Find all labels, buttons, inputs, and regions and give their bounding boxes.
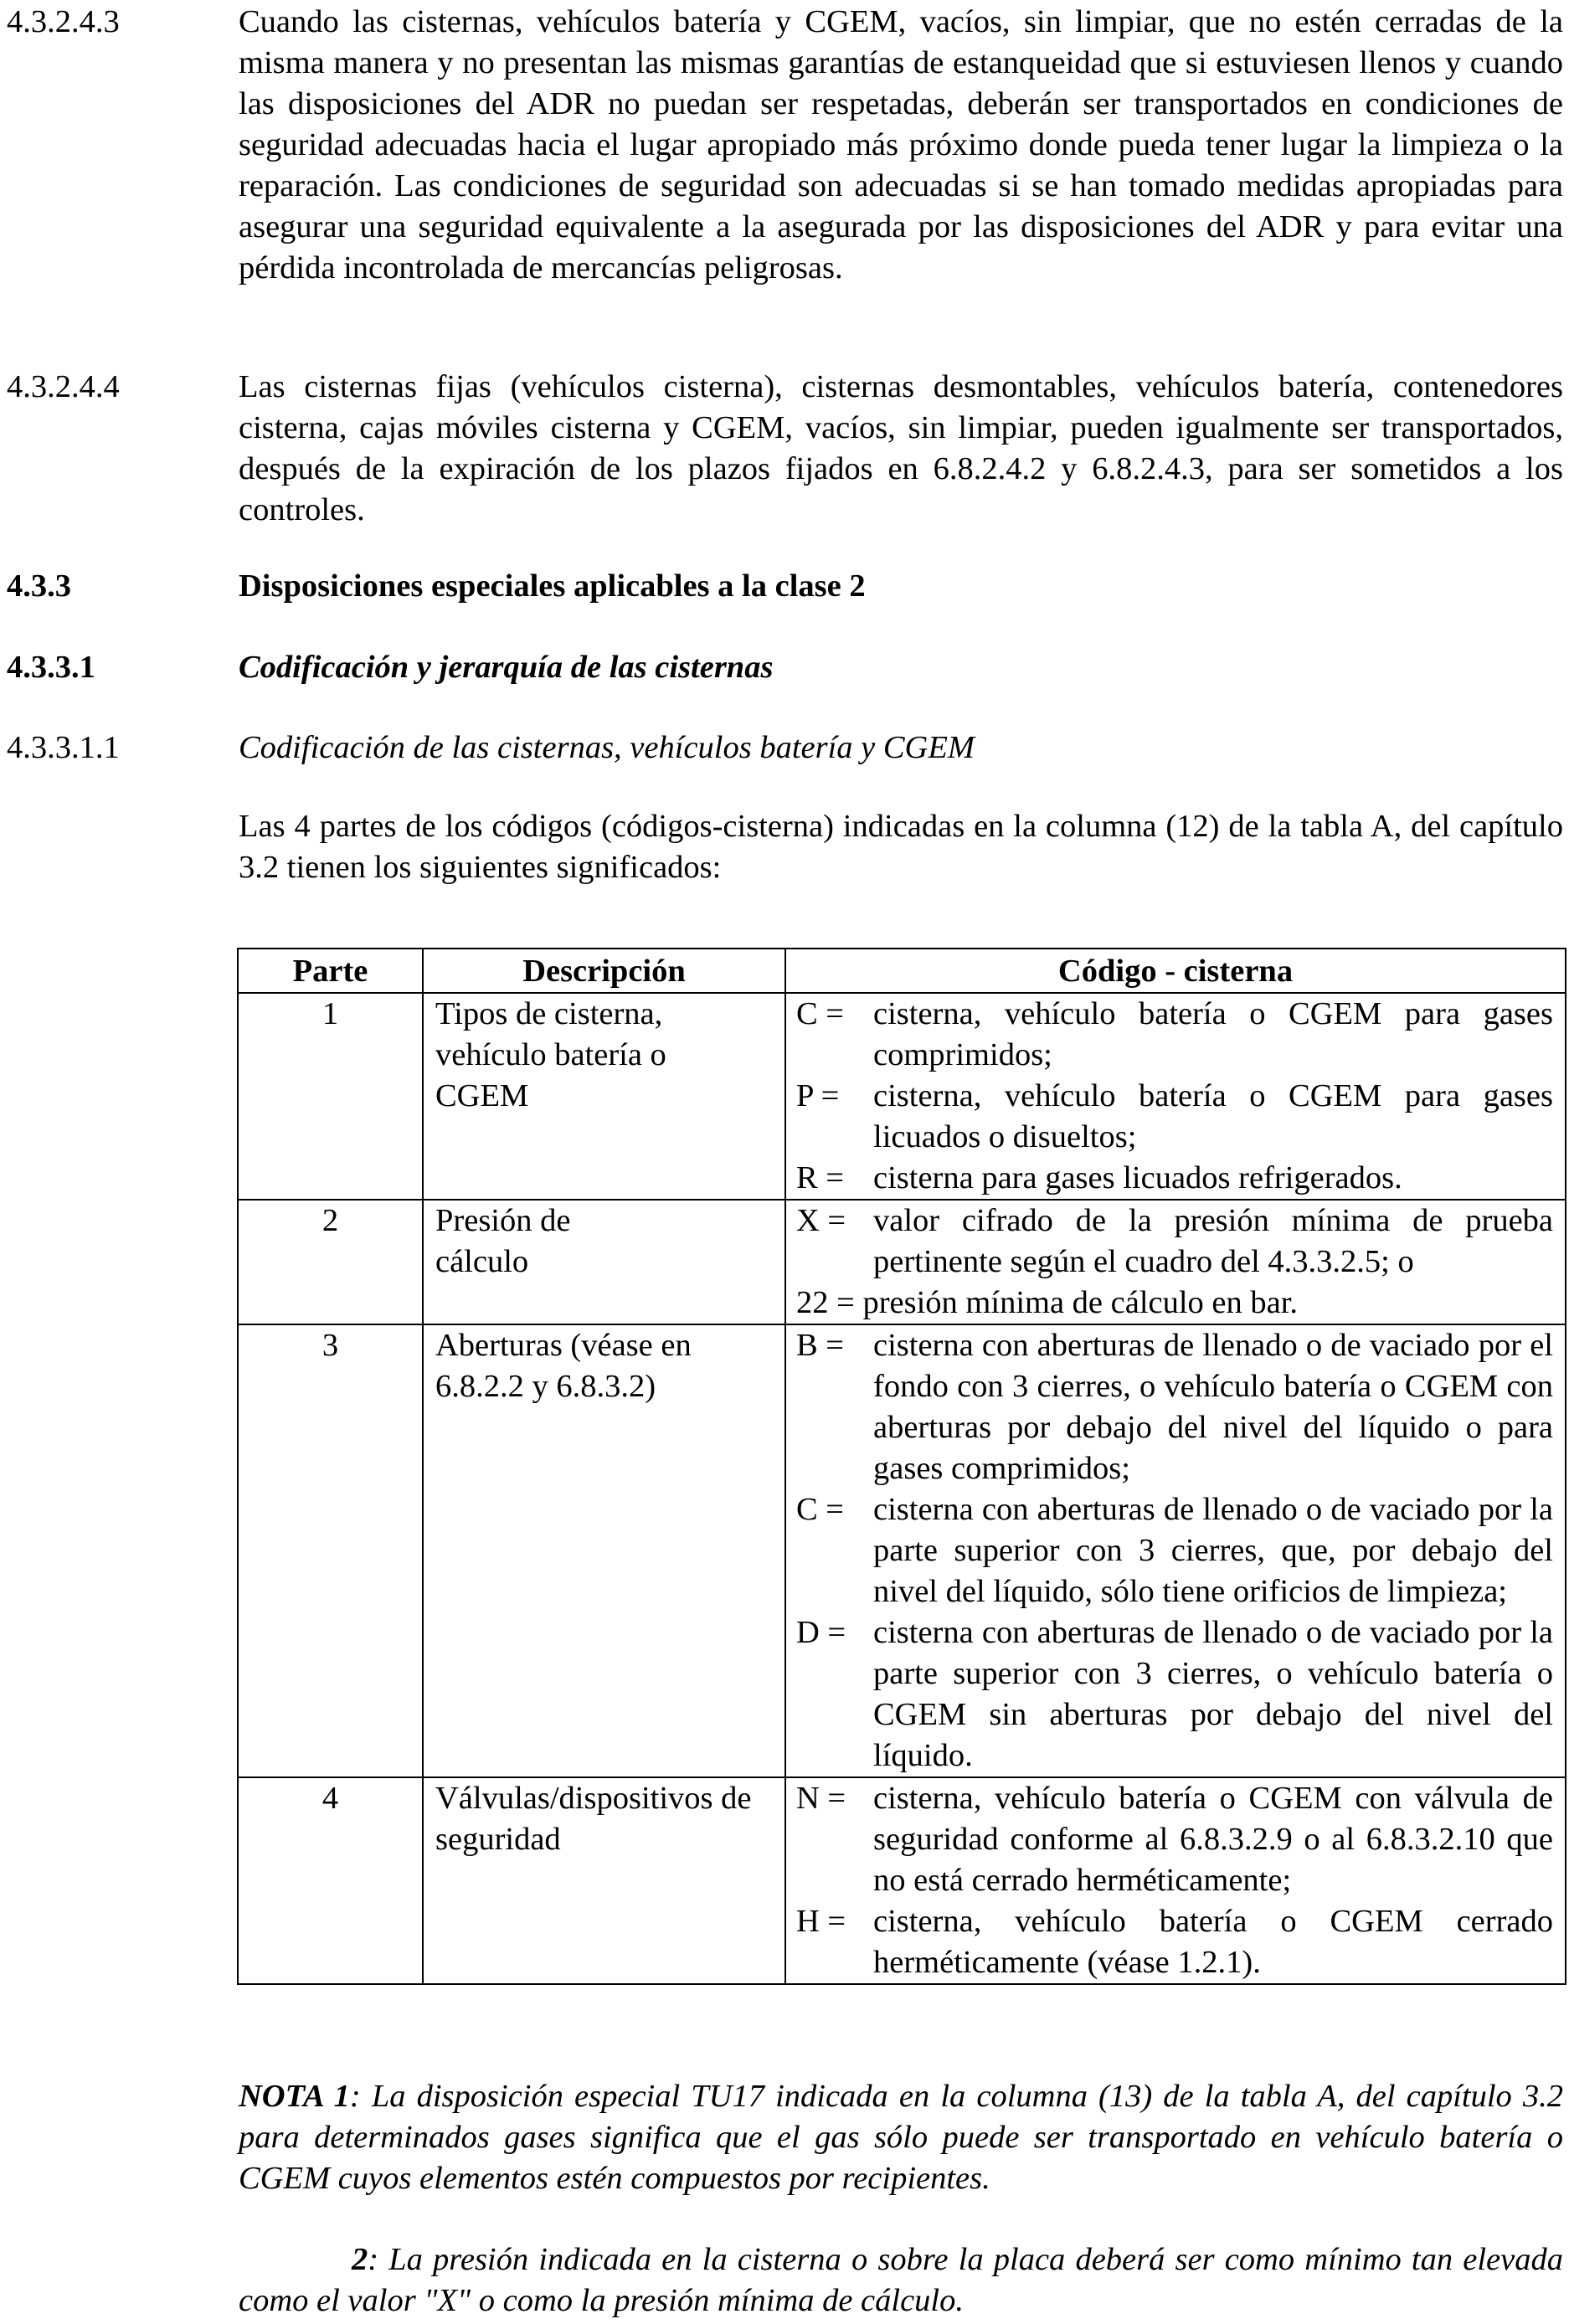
note-1 [239, 2076, 1563, 2199]
header-codigo: Código - cisterna [785, 949, 1566, 993]
code-key: H = [796, 1904, 846, 1939]
code-key: P = [796, 1078, 840, 1113]
code-entry [796, 994, 1553, 1076]
code-key: D = [796, 1615, 846, 1650]
code-text: cisterna, vehículo batería o CGEM con válvula de seguridad conforme al 6.8.3.2.9 o al 6.8.3.2.10 que no está cerrado herméticamente; [873, 1781, 1553, 1898]
code-cell [785, 1200, 1566, 1324]
code-entry [796, 1325, 1553, 1489]
code-cell [785, 993, 1566, 1200]
code-key: R = [796, 1160, 845, 1195]
description-cell: Tipos de cisterna, vehículo batería o CGEM [423, 993, 785, 1200]
table-row [238, 1777, 1566, 1984]
code-text: cisterna para gases licuados refrigerados. [873, 1160, 1402, 1195]
code-cell [785, 1777, 1566, 1984]
code-text: valor cifrado de la presión mínima de prueba pertinente según el cuadro del 4.3.3.2.5; o [873, 1203, 1553, 1279]
code-text: 22 = presión mínima de cálculo en bar. [796, 1285, 1299, 1320]
code-key: B = [796, 1328, 845, 1363]
code-entry [796, 1901, 1553, 1983]
intro-paragraph: Las 4 partes de los códigos (códigos-cisterna) indicadas en la columna (12) de la tabla A, del capítulo 3.2 tienen los siguientes significados: [239, 809, 1563, 885]
section-heading: Disposiciones especiales aplicables a la clase 2 [239, 568, 866, 604]
code-entry [796, 1778, 1553, 1901]
code-text: cisterna, vehículo batería o CGEM para gases comprimidos; [873, 996, 1553, 1072]
note-label: 2 [352, 2242, 368, 2277]
section-number: 4.3.2.4.4 [7, 369, 120, 404]
section-number: 4.3.2.4.3 [7, 4, 120, 39]
note-text: : La presión indicada en la cisterna o sobre la placa deberá ser como mínimo tan elevada como el valor "X" o como la presión mínima de cálculo. [239, 2242, 1563, 2318]
code-key: C = [796, 996, 845, 1031]
note-text: : La disposición especial TU17 indicada en la columna (13) de la tabla A, del capítulo 3.2 para determinados gases significa que el gas sólo puede ser transportado en vehículo batería o CGEM cuyos elementos estén compuestos por recipientes. [239, 2079, 1563, 2196]
section-number: 4.3.3.1.1 [7, 730, 120, 765]
code-entry [796, 1283, 1553, 1324]
parte-cell: 1 [238, 993, 423, 1200]
parte-cell: 4 [238, 1777, 423, 1984]
code-entry [796, 1076, 1553, 1158]
parte-cell: 2 [238, 1200, 423, 1324]
description-cell: Presión de cálculo [423, 1200, 785, 1324]
code-entry [796, 1158, 1553, 1199]
table-row [238, 1324, 1566, 1777]
header-parte: Parte [238, 949, 423, 993]
section-text: Las cisternas fijas (vehículos cisterna), cisternas desmontables, vehículos batería, contenedores cisterna, cajas móviles cisterna y CGEM, vacíos, sin limpiar, pueden igualmente ser transportados, después de la expiración de los plazos fijados en 6.8.2.4.2 y 6.8.2.4.3, para ser sometidos a los controles. [239, 369, 1563, 527]
code-key: C = [796, 1492, 845, 1527]
code-key: N = [796, 1781, 846, 1816]
code-text: cisterna, vehículo batería o CGEM para gases licuados o disueltos; [873, 1078, 1553, 1154]
note-label: NOTA 1 [239, 2079, 350, 2114]
description-cell: Aberturas (véase en 6.8.2.2 y 6.8.3.2) [423, 1324, 785, 1777]
code-text: cisterna con aberturas de llenado o de vaciado por el fondo con 3 cierres, o vehículo batería o CGEM con aberturas por debajo del nivel del líquido o para gases comprimidos; [873, 1328, 1553, 1486]
tank-code-table [237, 948, 1566, 1985]
parte-cell: 3 [238, 1324, 423, 1777]
code-entry [796, 1612, 1553, 1776]
note-2 [239, 2239, 1563, 2321]
code-text: cisterna con aberturas de llenado o de vaciado por la parte superior con 3 cierres, o vehículo batería o CGEM sin aberturas por debajo del nivel del líquido. [873, 1615, 1553, 1773]
table-header-row [238, 949, 1566, 993]
code-cell [785, 1324, 1566, 1777]
code-entry [796, 1201, 1553, 1283]
description-cell: Válvulas/dispositivos de seguridad [423, 1777, 785, 1984]
section-number: 4.3.3 [7, 568, 71, 604]
code-text: cisterna, vehículo batería o CGEM cerrado herméticamente (véase 1.2.1). [873, 1904, 1553, 1980]
code-entry [796, 1489, 1553, 1612]
section-text: Cuando las cisternas, vehículos batería y CGEM, vacíos, sin limpiar, que no estén cerradas de la misma manera y no presentan las mismas garantías de estanqueidad que si estuviesen llenos y cuando las disposiciones del ADR no puedan ser respetadas, deberán ser transportados en condiciones de seguridad adecuadas hacia el lugar apropiado más próximo donde pueda tener lugar la limpieza o la reparación. Las condiciones de seguridad son adecuadas si se han tomado medidas apropiadas para asegurar una seguridad equivalente a la asegurada por las disposiciones del ADR y para evitar una pérdida incontrolada de mercancías peligrosas. [239, 4, 1563, 285]
code-text: cisterna con aberturas de llenado o de vaciado por la parte superior con 3 cierres, que, por debajo del nivel del líquido, sólo tiene orificios de limpieza; [873, 1492, 1553, 1609]
table-row [238, 993, 1566, 1200]
section-heading: Codificación de las cisternas, vehículos batería y CGEM [239, 730, 975, 765]
section-number: 4.3.3.1 [7, 650, 95, 685]
code-key: X = [796, 1203, 846, 1238]
section-heading: Codificación y jerarquía de las cisternas [239, 650, 774, 685]
table-row [238, 1200, 1566, 1324]
header-descripcion: Descripción [423, 949, 785, 993]
